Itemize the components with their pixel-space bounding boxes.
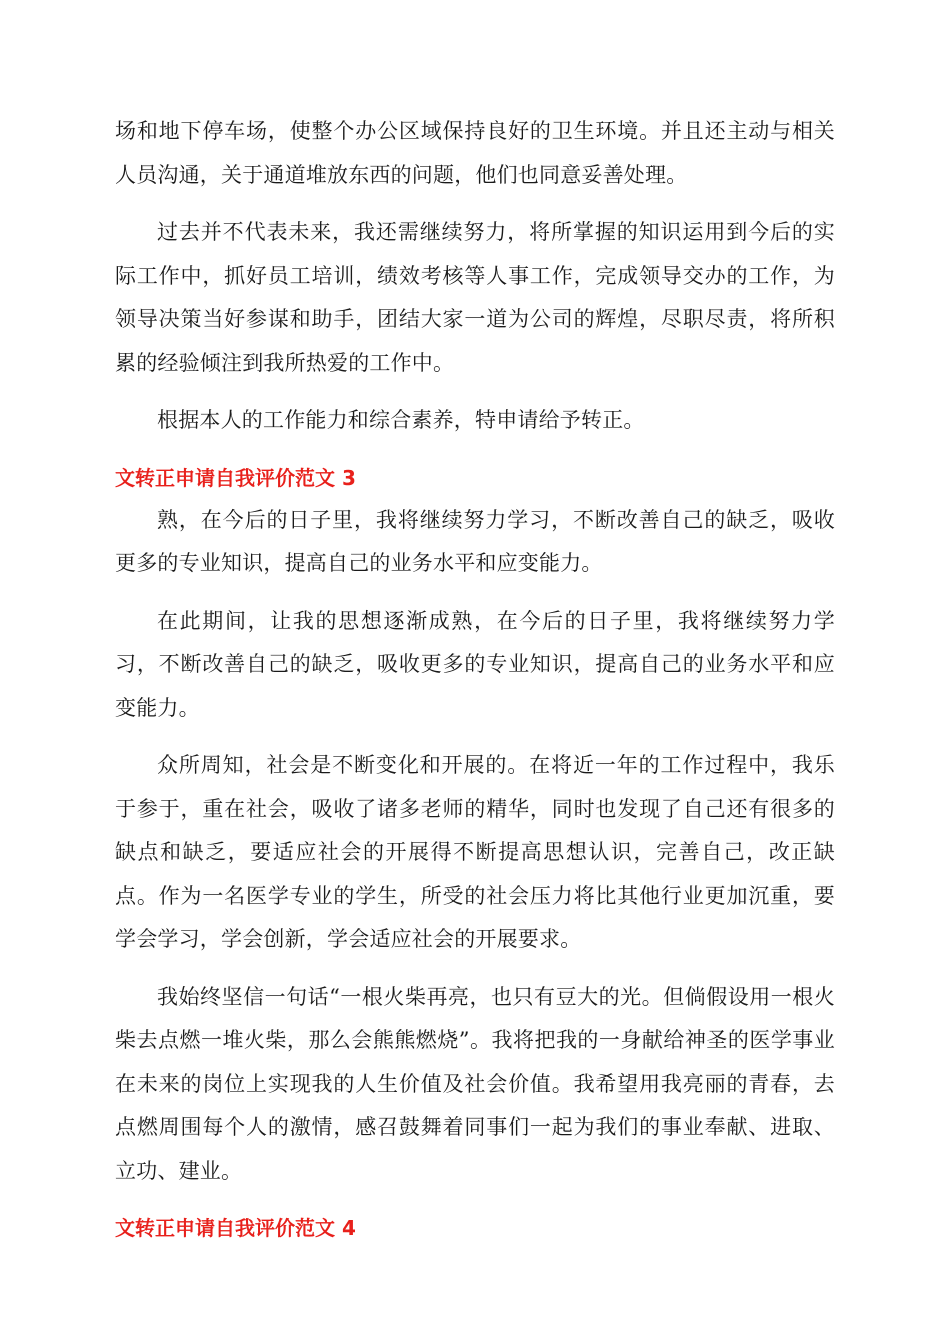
document-page <box>115 110 835 1249</box>
section-heading-3: 文转正申请自我评价范文 3 <box>115 465 356 490</box>
paragraph-4: 熟，在今后的日子里，我将继续努力学习，不断改善自己的缺乏，吸收更多的专业知识，提高自己的业务水平和应变能力。 <box>115 507 835 575</box>
paragraph-7: 我始终坚信一句话“一根火柴再亮，也只有豆大的光。但倘假设用一根火柴去点燃一堆火柴，那么会熊熊燃烧”。我将把我的一身献给神圣的医学事业在未来的岗位上实现我的人生价值及社会价值。我希望用我亮丽的青春，去点燃周围每个人的激情，感召鼓舞着同事们一起为我们的事业奉献、进取、立功、建业。 <box>115 984 835 1183</box>
paragraph-1: 场和地下停车场，使整个办公区域保持良好的卫生环境。并且还主动与相关人员沟通，关于通道堆放东西的问题，他们也同意妥善处理。 <box>115 119 835 187</box>
paragraph-3: 根据本人的工作能力和综合素养，特申请给予转正。 <box>157 408 645 432</box>
paragraph-2: 过去并不代表未来，我还需继续努力，将所掌握的知识运用到今后的实际工作中，抓好员工培训，绩效考核等人事工作，完成领导交办的工作，为领导决策当好参谋和助手，团结大家一道为公司的辉煌，尽职尽责，将所积累的经验倾注到我所热爱的工作中。 <box>115 220 835 375</box>
paragraph-5: 在此期间，让我的思想逐渐成熟，在今后的日子里，我将继续努力学习，不断改善自己的缺乏，吸收更多的专业知识，提高自己的业务水平和应变能力。 <box>115 608 835 720</box>
paragraph-6: 众所周知，社会是不断变化和开展的。在将近一年的工作过程中，我乐于参于，重在社会，吸收了诸多老师的精华，同时也发现了自己还有很多的缺点和缺乏，要适应社会的开展得不断提高思想认识，完善自己，改正缺点。作为一名医学专业的学生，所受的社会压力将比其他行业更加沉重，要学会学习，学会创新，学会适应社会的开展要求。 <box>115 753 835 951</box>
section-heading-4: 文转正申请自我评价范文 4 <box>115 1216 356 1240</box>
